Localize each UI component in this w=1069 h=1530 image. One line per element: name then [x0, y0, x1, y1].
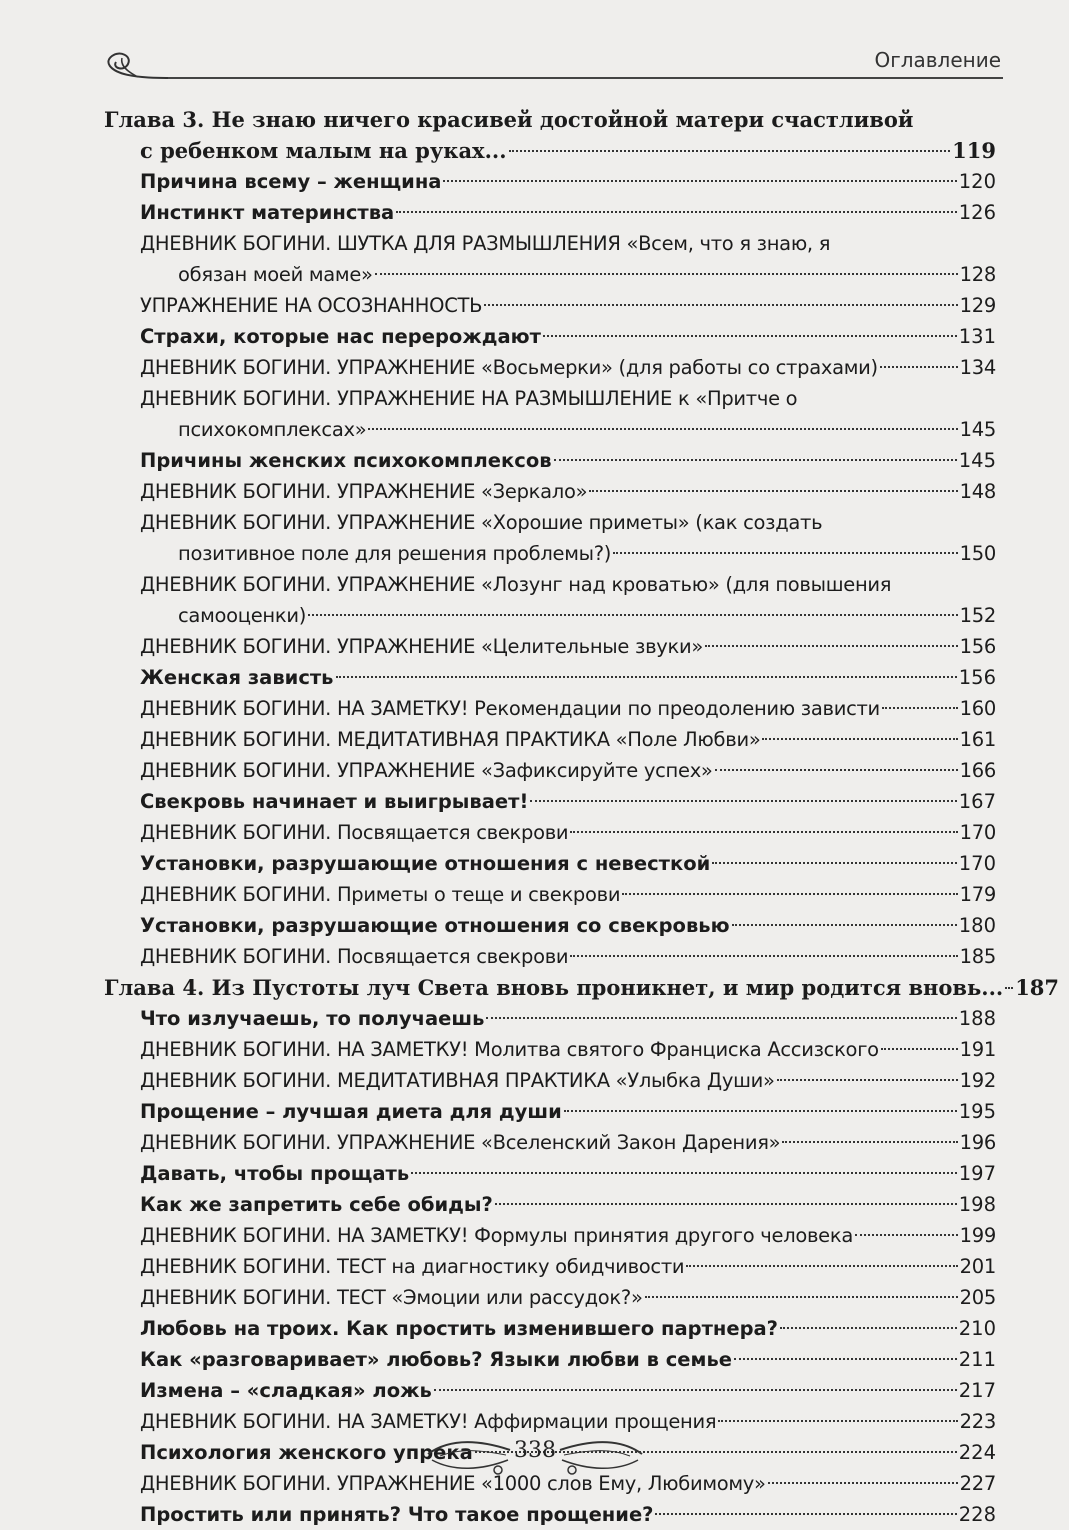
dot-leader: [768, 1482, 958, 1484]
dot-leader: [530, 800, 956, 802]
toc-line: [0, 290, 996, 321]
dot-leader: [1005, 987, 1013, 989]
toc-page-number: 170: [958, 852, 996, 875]
toc-entry-title: ДНЕВНИК БОГИНИ. Приметы о теще и свекрови: [140, 883, 621, 906]
toc-entry-title: УПРАЖНЕНИЕ НА ОСОЗНАННОСТЬ: [140, 294, 483, 317]
toc-entry: [0, 879, 1069, 910]
dot-leader: [705, 645, 958, 647]
page-number: 338: [514, 1438, 556, 1463]
toc-page-number: 228: [958, 1503, 996, 1526]
toc-entry-title: ДНЕВНИК БОГИНИ. НА ЗАМЕТКУ! Формулы принятия другого человека: [140, 1224, 854, 1247]
toc-line: [0, 476, 996, 507]
toc-entry-title: Как же запретить себе обиды?: [140, 1193, 493, 1216]
toc-entry-title: ДНЕВНИК БОГИНИ. УПРАЖНЕНИЕ «Восьмерки» (для работы со страхами): [140, 356, 878, 379]
dot-leader: [732, 924, 957, 926]
toc-entry-title: ДНЕВНИК БОГИНИ. НА ЗАМЕТКУ! Рекомендации по преодолению зависти: [140, 697, 880, 720]
toc-entry-title: Давать, чтобы прощать: [140, 1162, 410, 1185]
dot-leader: [718, 1420, 957, 1422]
toc-entry-title: ДНЕВНИК БОГИНИ. УПРАЖНЕНИЕ «Зафиксируйте успех»: [140, 759, 713, 782]
dot-leader: [712, 862, 957, 864]
toc-entry-title: Женская зависть: [140, 666, 334, 689]
dot-leader: [484, 304, 957, 306]
toc-page-number: 187: [1015, 975, 1060, 1000]
toc-entry: [0, 1034, 1069, 1065]
toc-entry: [0, 476, 1069, 507]
toc-entry: [0, 1313, 1069, 1344]
toc-page-number: 205: [959, 1286, 996, 1309]
toc-entry-title: ДНЕВНИК БОГИНИ. УПРАЖНЕНИЕ «Целительные звуки»: [140, 635, 703, 658]
toc-entry: [0, 817, 1069, 848]
toc-line: [0, 848, 996, 879]
toc-entry: [0, 1282, 1069, 1313]
dot-leader: [495, 1203, 957, 1205]
toc-line: [0, 321, 996, 352]
toc-page-number: 211: [958, 1348, 996, 1371]
toc-entry: [0, 662, 1069, 693]
toc-page-number: 145: [959, 418, 996, 441]
toc-entry: [0, 631, 1069, 662]
toc-entry-title: Простить или принять? Что такое прощение?: [140, 1503, 654, 1526]
toc-entry: [0, 1158, 1069, 1189]
toc-entry: [0, 972, 1069, 1003]
dot-leader: [880, 366, 958, 368]
toc-entry-title: Психология женского упрека: [140, 1441, 473, 1464]
toc-line: [0, 1034, 996, 1065]
toc-page-number: 223: [959, 1410, 996, 1433]
toc-page-number: 134: [959, 356, 996, 379]
dot-leader: [434, 1389, 957, 1391]
toc-entry: [0, 786, 1069, 817]
toc-entry-title: Глава 3. Не знаю ничего красивей достойной матери счастливой: [104, 107, 914, 132]
toc-page-number: 196: [959, 1131, 996, 1154]
toc-entry-title: ДНЕВНИК БОГИНИ. МЕДИТАТИВНАЯ ПРАКТИКА «Поле Любви»: [140, 728, 761, 751]
toc-page-number: 128: [959, 263, 996, 286]
toc-line: [0, 352, 996, 383]
toc-entry-title: ДНЕВНИК БОГИНИ. УПРАЖНЕНИЕ «Зеркало»: [140, 480, 588, 503]
toc-page-number: 148: [959, 480, 996, 503]
toc-entry: [0, 166, 1069, 197]
toc-page-number: 170: [959, 821, 996, 844]
toc-entry-title: Свекровь начинает и выигрывает!: [140, 790, 529, 813]
toc-page-number: 126: [958, 201, 996, 224]
toc-entry-title: ДНЕВНИК БОГИНИ. Посвящается свекрови: [140, 821, 569, 844]
toc-page-number: 217: [958, 1379, 996, 1402]
flourish-ornament-icon: [98, 44, 178, 84]
toc-entry: [0, 352, 1069, 383]
toc-page-number: 185: [959, 945, 996, 968]
toc-page-number: 131: [958, 325, 996, 348]
toc-page-number: 180: [958, 914, 996, 937]
toc-line: [0, 104, 996, 135]
toc-entry-title: ДНЕВНИК БОГИНИ. Посвящается свекрови: [140, 945, 569, 968]
toc-page-number: 166: [959, 759, 996, 782]
dot-leader: [396, 211, 957, 213]
dot-leader: [368, 428, 957, 430]
header-rule: [168, 77, 1003, 79]
toc-line: [0, 197, 996, 228]
dot-leader: [411, 1172, 957, 1174]
toc-entry-title: ДНЕВНИК БОГИНИ. НА ЗАМЕТКУ! Молитва святого Франциска Ассизского: [140, 1038, 879, 1061]
toc-entry-title: ДНЕВНИК БОГИНИ. НА ЗАМЕТКУ! Аффирмации прощения: [140, 1410, 717, 1433]
toc-entry: [0, 104, 1069, 166]
toc-entry-title: ДНЕВНИК БОГИНИ. ШУТКА ДЛЯ РАЗМЫШЛЕНИЯ «Всем, что я знаю, я: [140, 232, 831, 255]
toc-entry: [0, 569, 1069, 631]
toc-entry-title: Что излучаешь, то получаешь: [140, 1007, 485, 1030]
dot-leader: [686, 1265, 957, 1267]
dot-leader: [855, 1234, 958, 1236]
toc-line: [0, 1313, 996, 1344]
toc-entry-title: Как «разговаривает» любовь? Языки любви в семье: [140, 1348, 733, 1371]
toc-entry: [0, 1375, 1069, 1406]
toc-entry: [0, 848, 1069, 879]
toc-line: [0, 910, 996, 941]
toc-entry-title: Прощение – лучшая диета для души: [140, 1100, 562, 1123]
toc-entry-title: Глава 4. Из Пустоты луч Света вновь проникнет, и мир родится вновь...: [104, 975, 1004, 1000]
toc-page-number: 199: [959, 1224, 996, 1247]
toc-entry-title: Установки, разрушающие отношения с невесткой: [140, 852, 711, 875]
dot-leader: [762, 738, 957, 740]
toc-line: [0, 1003, 996, 1034]
toc-entry-title: ДНЕВНИК БОГИНИ. ТЕСТ «Эмоции или рассудок?»: [140, 1286, 643, 1309]
toc-entry-title: с ребенком малым на руках...: [140, 138, 507, 163]
toc-line: [0, 1189, 996, 1220]
toc-page-number: 129: [959, 294, 996, 317]
toc-entry-title: Причина всему – женщина: [140, 170, 442, 193]
toc-page-number: 198: [958, 1193, 996, 1216]
dot-leader: [777, 1079, 958, 1081]
toc-entry: [0, 1096, 1069, 1127]
dot-leader: [782, 1141, 957, 1143]
toc-entry: [0, 1065, 1069, 1096]
toc-entry: [0, 445, 1069, 476]
toc-entry: [0, 693, 1069, 724]
dot-leader: [509, 150, 951, 152]
toc-line: [0, 1344, 996, 1375]
toc-entry-title: обязан моей маме»: [178, 263, 373, 286]
toc-line: [0, 1251, 996, 1282]
toc-line: [0, 507, 996, 538]
toc-line: [0, 817, 996, 848]
toc-entry: [0, 1344, 1069, 1375]
dot-leader: [336, 676, 957, 678]
toc-page-number: 195: [958, 1100, 996, 1123]
dot-leader: [881, 1048, 958, 1050]
toc-page-number: 156: [958, 666, 996, 689]
toc-line: [0, 724, 996, 755]
toc-entry: [0, 941, 1069, 972]
toc-entry: [0, 507, 1069, 569]
toc-line: [0, 600, 996, 631]
toc-entry: [0, 197, 1069, 228]
dot-leader: [715, 769, 958, 771]
toc-line: [0, 972, 1060, 1003]
header-title: Оглавление: [874, 48, 1001, 72]
toc-entry: [0, 321, 1069, 352]
toc-line: [0, 538, 996, 569]
toc-line: [0, 1282, 996, 1313]
toc-entry-title: ДНЕВНИК БОГИНИ. УПРАЖНЕНИЕ «Хорошие приметы» (как создать: [140, 511, 823, 534]
dot-leader: [554, 459, 957, 461]
toc-entry: [0, 724, 1069, 755]
toc-line: [0, 569, 996, 600]
dot-leader: [613, 552, 958, 554]
toc-entry-title: самооценки): [178, 604, 307, 627]
toc-entry-title: ДНЕВНИК БОГИНИ. МЕДИТАТИВНАЯ ПРАКТИКА «Улыбка Души»: [140, 1069, 775, 1092]
toc-entry-title: Причины женских психокомплексов: [140, 449, 552, 472]
toc-entry-title: ДНЕВНИК БОГИНИ. УПРАЖНЕНИЕ «1000 слов Ему, Любимому»: [140, 1472, 766, 1495]
toc-line: [0, 662, 996, 693]
toc-entry: [0, 383, 1069, 445]
dot-leader: [443, 180, 956, 182]
toc-page-number: 119: [952, 138, 996, 163]
toc-entry-title: Страхи, которые нас перерождают: [140, 325, 541, 348]
toc-entry-title: Любовь на троих. Как простить изменившего партнера?: [140, 1317, 778, 1340]
toc-line: [0, 631, 996, 662]
dot-leader: [645, 1296, 958, 1298]
toc-page-number: 145: [958, 449, 996, 472]
toc-entry: [0, 290, 1069, 321]
toc-page-number: 179: [959, 883, 996, 906]
toc-entry: [0, 755, 1069, 786]
toc-line: [0, 1065, 996, 1096]
toc-page-number: 150: [959, 542, 996, 565]
toc-page-number: 156: [959, 635, 996, 658]
toc-entry-title: ДНЕВНИК БОГИНИ. УПРАЖНЕНИЕ НА РАЗМЫШЛЕНИЕ к «Притче о: [140, 387, 798, 410]
dot-leader: [308, 614, 958, 616]
toc-entry: [0, 228, 1069, 290]
toc-line: [0, 1127, 996, 1158]
toc-entry-title: Измена – «сладкая» ложь: [140, 1379, 432, 1402]
dot-leader: [375, 273, 958, 275]
dot-leader: [486, 1017, 956, 1019]
toc-page-number: 210: [958, 1317, 996, 1340]
toc-entry-title: психокомплексах»: [178, 418, 367, 441]
toc-entry-title: ДНЕВНИК БОГИНИ. УПРАЖНЕНИЕ «Вселенский Закон Дарения»: [140, 1131, 781, 1154]
toc-page-number: 197: [958, 1162, 996, 1185]
toc-line: [0, 1096, 996, 1127]
dot-leader: [570, 831, 957, 833]
toc-line: [0, 1375, 996, 1406]
dot-leader: [780, 1327, 957, 1329]
toc-line: [0, 786, 996, 817]
dot-leader: [543, 335, 957, 337]
toc-entry: [0, 910, 1069, 941]
toc-entry-title: Инстинкт материнства: [140, 201, 395, 224]
toc-line: [0, 445, 996, 476]
dot-leader: [622, 893, 957, 895]
toc-line: [0, 941, 996, 972]
dot-leader: [570, 955, 957, 957]
toc-line: [0, 693, 996, 724]
toc-entry: [0, 1003, 1069, 1034]
toc-page-number: 152: [959, 604, 996, 627]
toc-line: [0, 135, 996, 166]
dot-leader: [589, 490, 957, 492]
toc-entry-title: ДНЕВНИК БОГИНИ. УПРАЖНЕНИЕ «Лозунг над кроватью» (для повышения: [140, 573, 892, 596]
toc-page-number: 160: [959, 697, 996, 720]
toc-page-number: 161: [959, 728, 996, 751]
toc-entry: [0, 1220, 1069, 1251]
toc-page-number: 201: [959, 1255, 996, 1278]
toc-line: [0, 166, 996, 197]
toc-entry-title: ДНЕВНИК БОГИНИ. ТЕСТ на диагностику обидчивости: [140, 1255, 685, 1278]
dot-leader: [882, 707, 958, 709]
toc-entry: [0, 1189, 1069, 1220]
toc-page-number: 227: [959, 1472, 996, 1495]
toc-line: [0, 414, 996, 445]
toc-entry: [0, 1127, 1069, 1158]
toc-entry-title: позитивное поле для решения проблемы?): [178, 542, 612, 565]
toc-page-number: 167: [958, 790, 996, 813]
toc-page-number: 191: [959, 1038, 996, 1061]
toc-entry: [0, 1251, 1069, 1282]
toc-line: [0, 259, 996, 290]
toc-line: [0, 383, 996, 414]
page-footer: [420, 1432, 650, 1482]
toc-line: [0, 879, 996, 910]
toc-entry-title: Установки, разрушающие отношения со свекровью: [140, 914, 730, 937]
toc-page-number: 192: [959, 1069, 996, 1092]
dot-leader: [734, 1358, 957, 1360]
running-header: [98, 40, 1003, 84]
dot-leader: [564, 1110, 957, 1112]
toc-page-number: 120: [958, 170, 996, 193]
toc-line: [0, 228, 996, 259]
toc-page-number: 188: [958, 1007, 996, 1030]
toc-line: [0, 1220, 996, 1251]
toc-line: [0, 755, 996, 786]
toc-line: [0, 1158, 996, 1189]
toc-page-number: 224: [958, 1441, 996, 1464]
